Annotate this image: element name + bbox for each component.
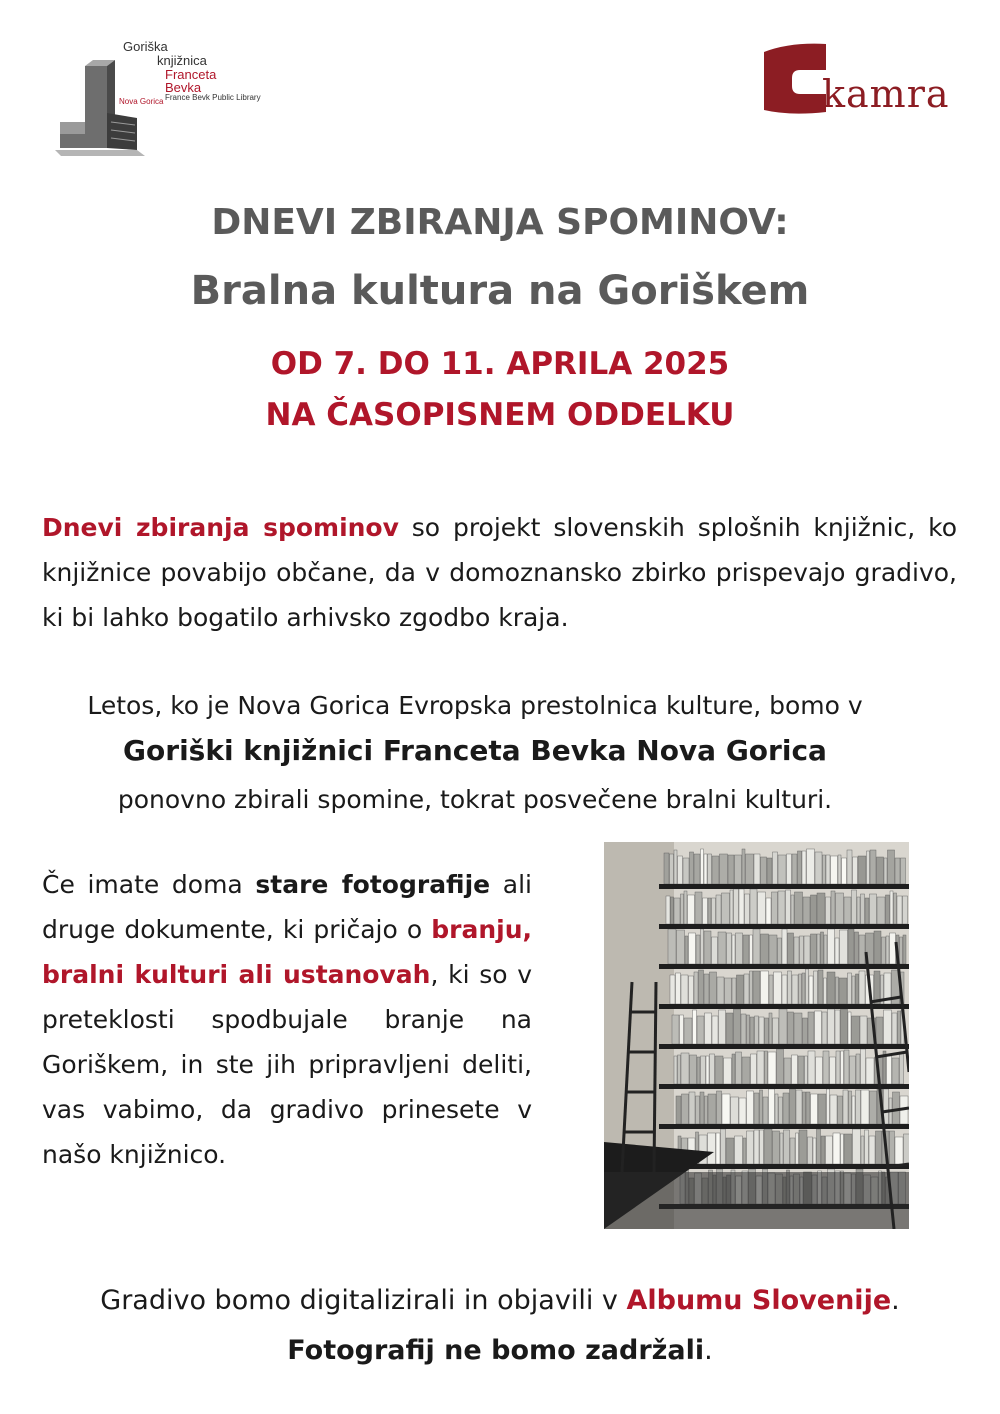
kamra-logo xyxy=(760,42,960,122)
footer-line2 xyxy=(0,1328,1000,1373)
library-logo-line4: Bevka xyxy=(165,80,202,95)
kamra-mark-icon xyxy=(760,42,830,122)
library-logo-english: France Bevk Public Library xyxy=(165,93,261,102)
announcement-line1: Letos, ko je Nova Gorica Evropska prestolnica kulture, bomo v xyxy=(87,691,863,720)
invite-text-3: , ki so v preteklosti spodbujale branje na Goriškem, in ste jih pripravljeni deliti, vas vabimo, da gradivo prinesete v našo knjižnico. xyxy=(42,960,532,1169)
invite-paragraph xyxy=(42,862,532,1177)
announcement-line3: ponovno zbirali spomine, tokrat posvečene bralni kulturi. xyxy=(117,785,833,814)
intro-text: so projekt slovenskih splošnih knjižnic, ko knjižnice povabijo občane, da v domoznansko zbirko prispevajo gradivo, ki bi lahko bogatilo arhivsko zgodbo kraja. xyxy=(42,513,957,632)
footer-album-link-text: Albumu Slovenije xyxy=(626,1285,892,1316)
footer-line1 xyxy=(0,1278,1000,1323)
library-shelves-photo xyxy=(604,842,909,1229)
library-logo-line1: Goriška xyxy=(123,39,168,54)
event-subtitle: Bralna kultura na Goriškem xyxy=(190,268,810,314)
event-title: DNEVI ZBIRANJA SPOMINOV: xyxy=(211,202,789,243)
library-logo xyxy=(55,38,295,158)
invite-red-topics: branju, bralni kulturi ali ustanovah xyxy=(42,915,532,989)
invite-text-2: ali druge dokumente, ki pričajo o xyxy=(42,870,532,944)
intro-paragraph xyxy=(42,505,957,640)
footer-notice: Fotografij ne bomo zadržali xyxy=(287,1335,705,1366)
bookshelves-illustration xyxy=(604,842,909,1229)
invite-bold-photos: stare fotografije xyxy=(255,870,491,899)
library-logo-line2: knjižnica xyxy=(157,53,207,68)
footer-text-start: Gradivo bomo digitalizirali in objavili v xyxy=(100,1285,627,1316)
announcement-library-name: Goriški knjižnici Franceta Bevka Nova Gorica xyxy=(123,734,827,767)
event-dates: OD 7. DO 11. APRILA 2025 xyxy=(270,346,730,382)
invite-text-1: Če imate doma xyxy=(42,870,256,899)
intro-highlight: Dnevi zbiranja spominov xyxy=(42,513,399,542)
library-logo-line3: Franceta xyxy=(165,67,217,82)
library-logo-city: Nova Gorica xyxy=(119,97,164,106)
event-location: NA ČASOPISNEM ODDELKU xyxy=(265,397,735,433)
footer-notice-end: . xyxy=(704,1335,713,1366)
footer-text-end: . xyxy=(891,1285,900,1316)
kamra-wordmark: kamra xyxy=(822,72,950,116)
